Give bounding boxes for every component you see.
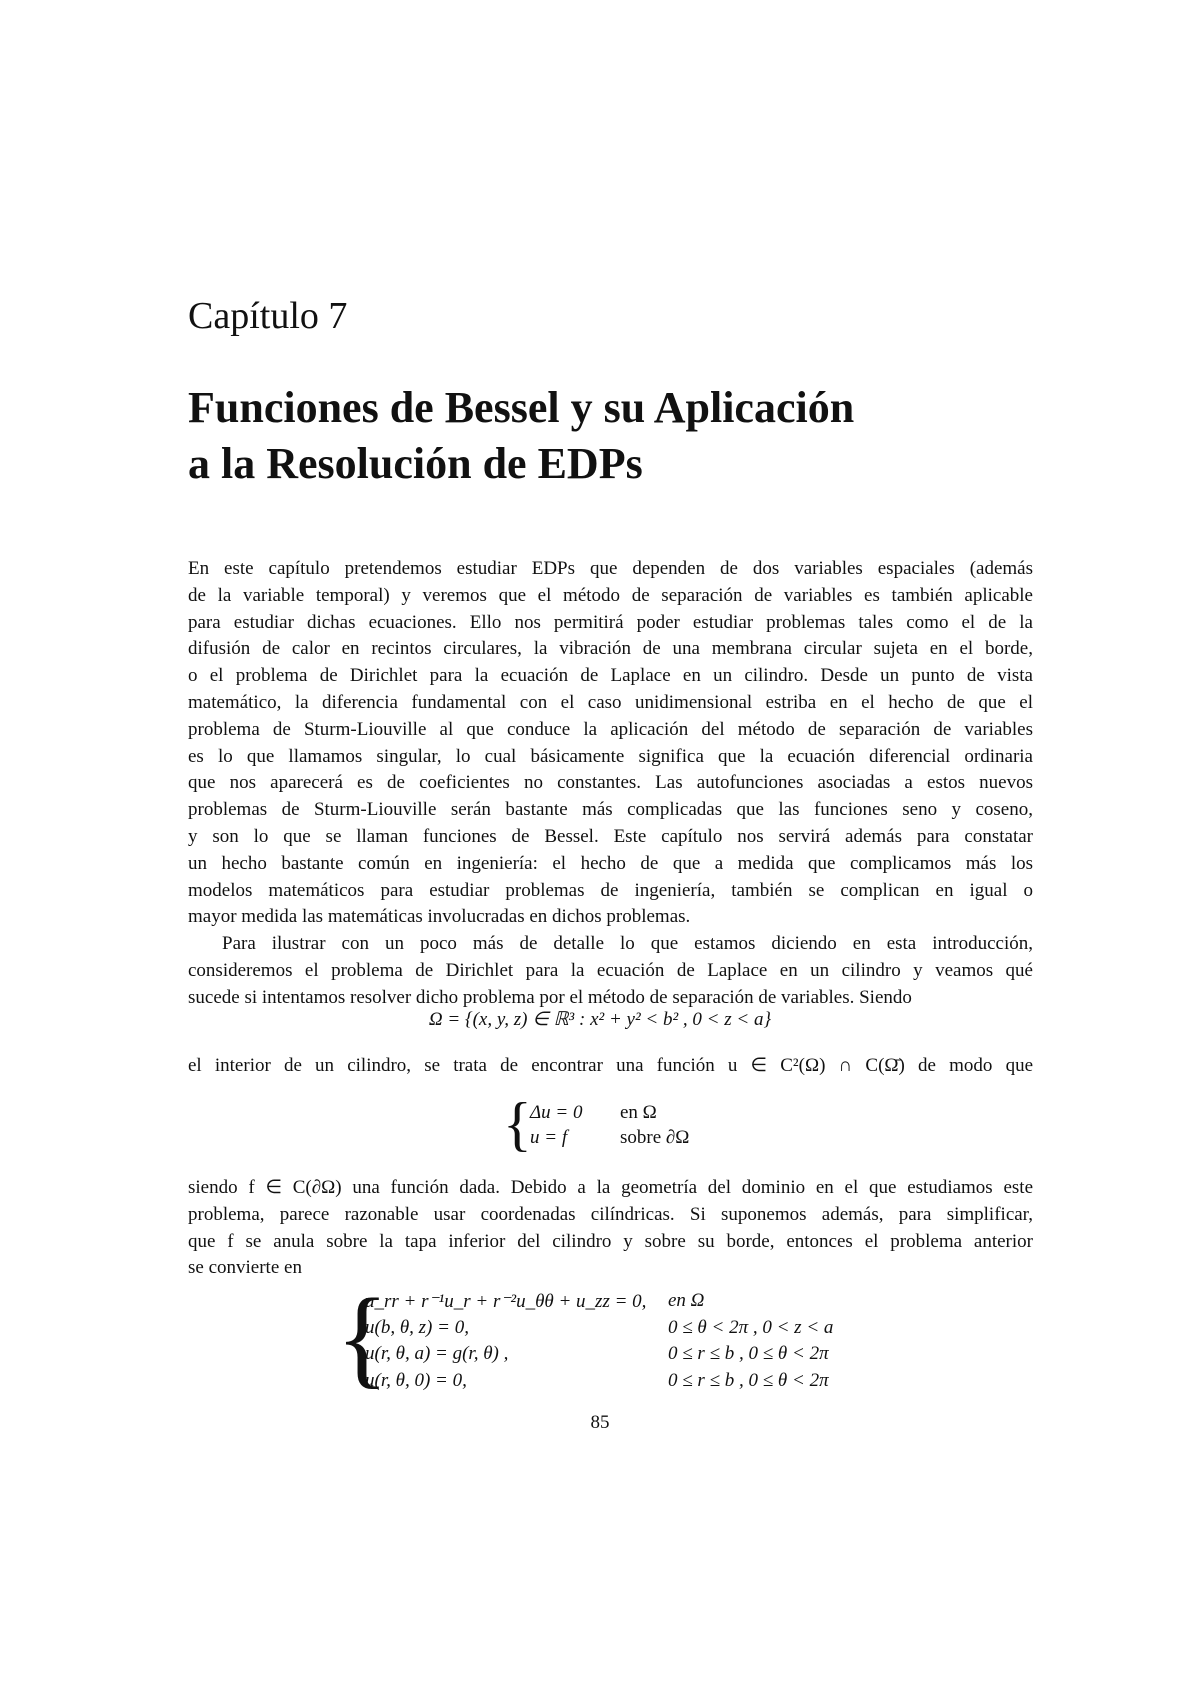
chapter-title-line: a la Resolución de EDPs	[188, 439, 643, 488]
system-equation: u_rr + r⁻¹u_r + r⁻²u_θθ + u_zz = 0,	[365, 1291, 647, 1312]
text-line: y son lo que se llaman funciones de Bessel. Este capítulo nos servirá además para constatar	[188, 825, 1033, 847]
intro-paragraph	[188, 556, 1033, 931]
text-line: el interior de un cilindro, se trata de encontrar una función u ∈ C²(Ω) ∩ C(Ω̄) de modo que	[188, 1055, 1033, 1076]
system-condition: 0 ≤ θ < 2π , 0 < z < a	[668, 1316, 834, 1338]
system-condition: en Ω	[668, 1290, 705, 1311]
text-line: de la variable temporal) y veremos que el método de separación de variables es también aplicable	[188, 584, 1033, 606]
chapter-label: Capítulo 7	[188, 295, 348, 337]
text-line: problema, parece razonable usar coordenadas cilíndricas. Si suponemos además, para simplificar,	[188, 1203, 1033, 1225]
chapter-title-line: Funciones de Bessel y su Aplicación	[188, 383, 855, 432]
text-line: o el problema de Dirichlet para la ecuación de Laplace en un cilindro. Desde un punto de vista	[188, 665, 1033, 687]
system-condition: 0 ≤ r ≤ b , 0 ≤ θ < 2π	[668, 1370, 829, 1392]
text-line: difusión de calor en recintos circulares, la vibración de una membrana circular sujeta en el borde,	[188, 638, 1033, 660]
text-line: un hecho bastante común en ingeniería: el hecho de que a medida que complicamos más los	[188, 852, 1033, 874]
text-line: que f se anula sobre la tapa inferior del cilindro y sobre su borde, entonces el problema anterior	[188, 1230, 1033, 1252]
interior-line	[188, 1053, 1033, 1080]
text-line: problema de Sturm-Liouville al que conduce la aplicación del método de separación de variables	[188, 718, 1033, 740]
dirichlet-cond: sobre ∂Ω	[620, 1127, 690, 1148]
dirichlet-eq: u = f	[530, 1127, 568, 1148]
left-brace: {	[336, 1276, 389, 1398]
left-brace: {	[503, 1091, 532, 1157]
text-line: mayor medida las matemáticas involucradas en dichos problemas.	[188, 906, 691, 928]
dirichlet-eq: Δu = 0	[530, 1102, 583, 1123]
text-line: Para ilustrar con un poco más de detalle lo que estamos diciendo en esta introducción,	[222, 933, 1033, 954]
text-line: matemático, la diferencia fundamental con el caso unidimensional estriba en el hecho de que el	[188, 691, 1033, 713]
text-line: consideremos el problema de Dirichlet para la ecuación de Laplace en un cilindro y veamos qué	[188, 959, 1033, 981]
system-equation: u(r, θ, a) = g(r, θ) ,	[365, 1343, 509, 1365]
text-line: sucede si intentamos resolver dicho problema por el método de separación de variables. Siendo	[188, 986, 912, 1008]
text-line: modelos matemáticos para estudiar problemas de ingeniería, también se complican en igual o	[188, 879, 1033, 901]
text-line: se convierte en	[188, 1257, 302, 1279]
text-line: es lo que llamamos singular, lo cual básicamente significa que la ecuación diferencial ordinaria	[188, 745, 1033, 767]
text-line: En este capítulo pretendemos estudiar EDPs que dependen de dos variables espaciales (además	[188, 558, 1033, 579]
dirichlet-cond: en Ω	[620, 1102, 657, 1123]
second-paragraph	[188, 931, 1033, 1011]
system-equation: u(b, θ, z) = 0,	[365, 1316, 469, 1338]
third-paragraph	[188, 1175, 1033, 1282]
system-equation: u(r, θ, 0) = 0,	[365, 1370, 467, 1392]
text-line: que nos aparecerá es de coeficientes no constantes. Las autofunciones asociadas a estos nuevos	[188, 772, 1033, 794]
system-condition: 0 ≤ r ≤ b , 0 ≤ θ < 2π	[668, 1343, 829, 1365]
page-number: 85	[590, 1412, 610, 1433]
text-line: siendo f ∈ C(∂Ω) una función dada. Debido a la geometría del dominio en el que estudiamos este	[188, 1177, 1033, 1198]
chapter-title	[188, 380, 854, 492]
text-line: problemas de Sturm-Liouville serán bastante más complicadas que las funciones seno y coseno,	[188, 799, 1033, 821]
text-line: para estudiar dichas ecuaciones. Ello nos permitirá poder estudiar problemas tales como el de la	[188, 611, 1033, 633]
omega-definition: Ω = {(x, y, z) ∈ ℝ³ : x² + y² < b² , 0 < z < a}	[428, 1009, 772, 1030]
